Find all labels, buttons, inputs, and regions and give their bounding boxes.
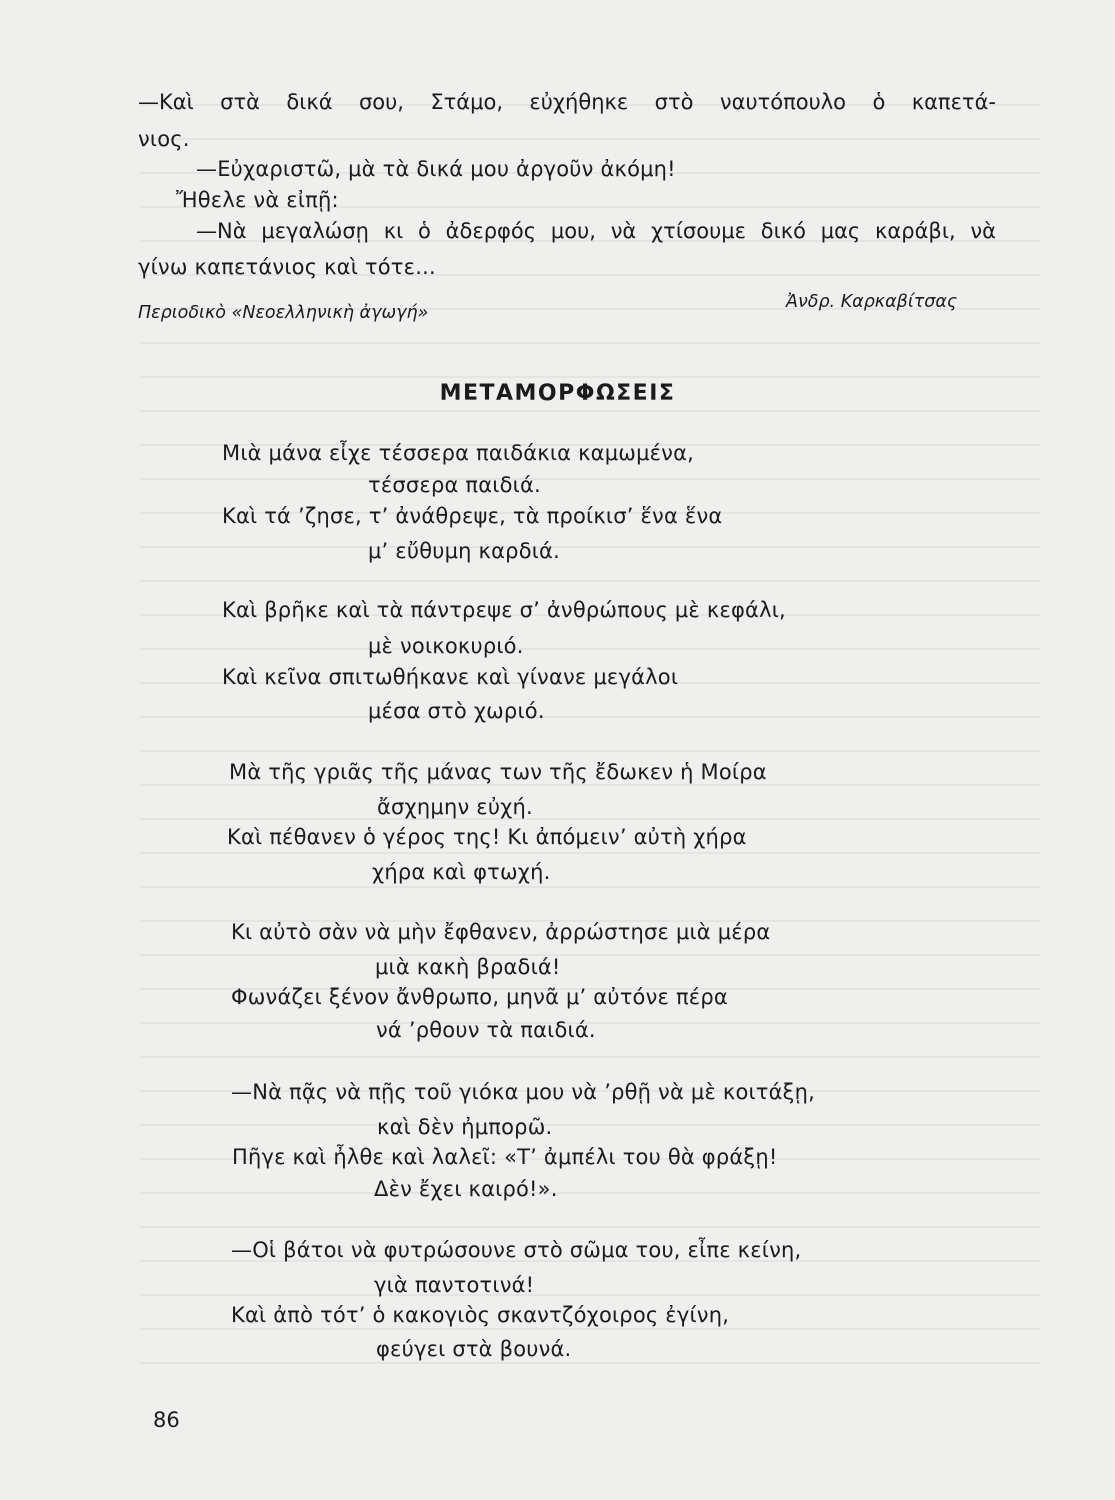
poem-line: Καὶ κεῖνα σπιτωθήκανε καὶ γίνανε μεγάλοι bbox=[222, 665, 679, 689]
poem-line: νά ’ρθουν τὰ παιδιά. bbox=[376, 1018, 596, 1042]
prose-line: —Εὐχαριστῶ, μὰ τὰ δικά μου ἀργοῦν ἀκόμη! bbox=[196, 157, 676, 181]
source-author: Ἀνδρ. Καρκαβίτσας bbox=[786, 292, 958, 312]
poem-line: φεύγει στὰ βουνά. bbox=[376, 1337, 572, 1361]
poem-line: Δὲν ἔχει καιρό!». bbox=[374, 1177, 558, 1201]
poem-line: Καὶ τά ’ζησε, τ’ ἀνάθρεψε, τὰ προίκισ’ ἕνα ἕνα bbox=[222, 504, 723, 528]
poem-line: Καὶ βρῆκε καὶ τὰ πάντρεψε σ’ ἀνθρώπους μὲ κεφάλι, bbox=[222, 598, 786, 622]
poem-line: χήρα καὶ φτωχή. bbox=[372, 860, 551, 884]
poem-line: γιὰ παντοτινά! bbox=[374, 1273, 535, 1297]
poem-line: Μιὰ μάνα εἶχε τέσσερα παιδάκια καμωμένα, bbox=[222, 441, 695, 465]
poem-line: μέσα στὸ χωριό. bbox=[368, 699, 545, 723]
poem-line: Μὰ τῆς γριᾶς τῆς μάνας των τῆς ἔδωκεν ἡ Μοίρα bbox=[229, 760, 767, 784]
poem-line: —Οἱ βάτοι νὰ φυτρώσουνε στὸ σῶμα του, εἶπε κείνη, bbox=[231, 1238, 802, 1262]
poem-line: Καὶ πέθανεν ὁ γέρος της! Κι ἀπόμειν’ αὐτὴ χήρα bbox=[227, 825, 747, 849]
poem-line: Πῆγε καὶ ἦλθε καὶ λαλεῖ: «Τ’ ἀμπέλι του θὰ φράξῃ! bbox=[232, 1145, 778, 1169]
poem-line: ἄσχημην εὐχή. bbox=[377, 795, 533, 819]
poem-line: μ’ εὔθυμη καρδιά. bbox=[368, 539, 560, 563]
prose-line: —Καὶ στὰ δικά σου, Στάμο, εὐχήθηκε στὸ ναυτόπουλο ὁ καπετά- bbox=[138, 90, 996, 114]
prose-line: Ἤθελε νὰ εἰπῇ: bbox=[176, 188, 339, 212]
page-number: 86 bbox=[153, 1408, 180, 1432]
poem-line: Κι αὐτὸ σὰν νὰ μὴν ἔφθανεν, ἀρρώστησε μιὰ μέρα bbox=[231, 920, 771, 944]
poem-line: καὶ δὲν ἠμπορῶ. bbox=[377, 1115, 553, 1139]
poem-title: ΜΕΤΑΜΟΡΦΩΣΕΙΣ bbox=[439, 381, 676, 406]
poem-line: —Νὰ πᾷς νὰ πῇς τοῦ γιόκα μου νὰ ’ρθῇ νὰ μὲ κοιτάξῃ, bbox=[231, 1080, 815, 1104]
poem-line: μὲ νοικοκυριό. bbox=[368, 634, 524, 658]
prose-line: νιος. bbox=[138, 127, 190, 151]
source-periodical: Περιοδικὸ «Νεοελληνικὴ ἀγωγή» bbox=[138, 303, 429, 323]
poem-line: τέσσερα παιδιά. bbox=[368, 473, 541, 497]
poem-line: Καὶ ἀπὸ τότ’ ὁ κακογιὸς σκαντζόχοιρος ἐγίνη, bbox=[231, 1303, 730, 1327]
poem-line: Φωνάζει ξένον ἄνθρωπο, μηνᾶ μ’ αὐτόνε πέρα bbox=[231, 985, 728, 1009]
prose-line: —Νὰ μεγαλώσῃ κι ὁ ἀδερφός μου, νὰ χτίσουμε δικό μας καράβι, νὰ bbox=[196, 219, 996, 243]
poem-line: μιὰ κακὴ βραδιά! bbox=[375, 955, 561, 979]
prose-line: γίνω καπετάνιος καὶ τότε... bbox=[138, 255, 436, 279]
